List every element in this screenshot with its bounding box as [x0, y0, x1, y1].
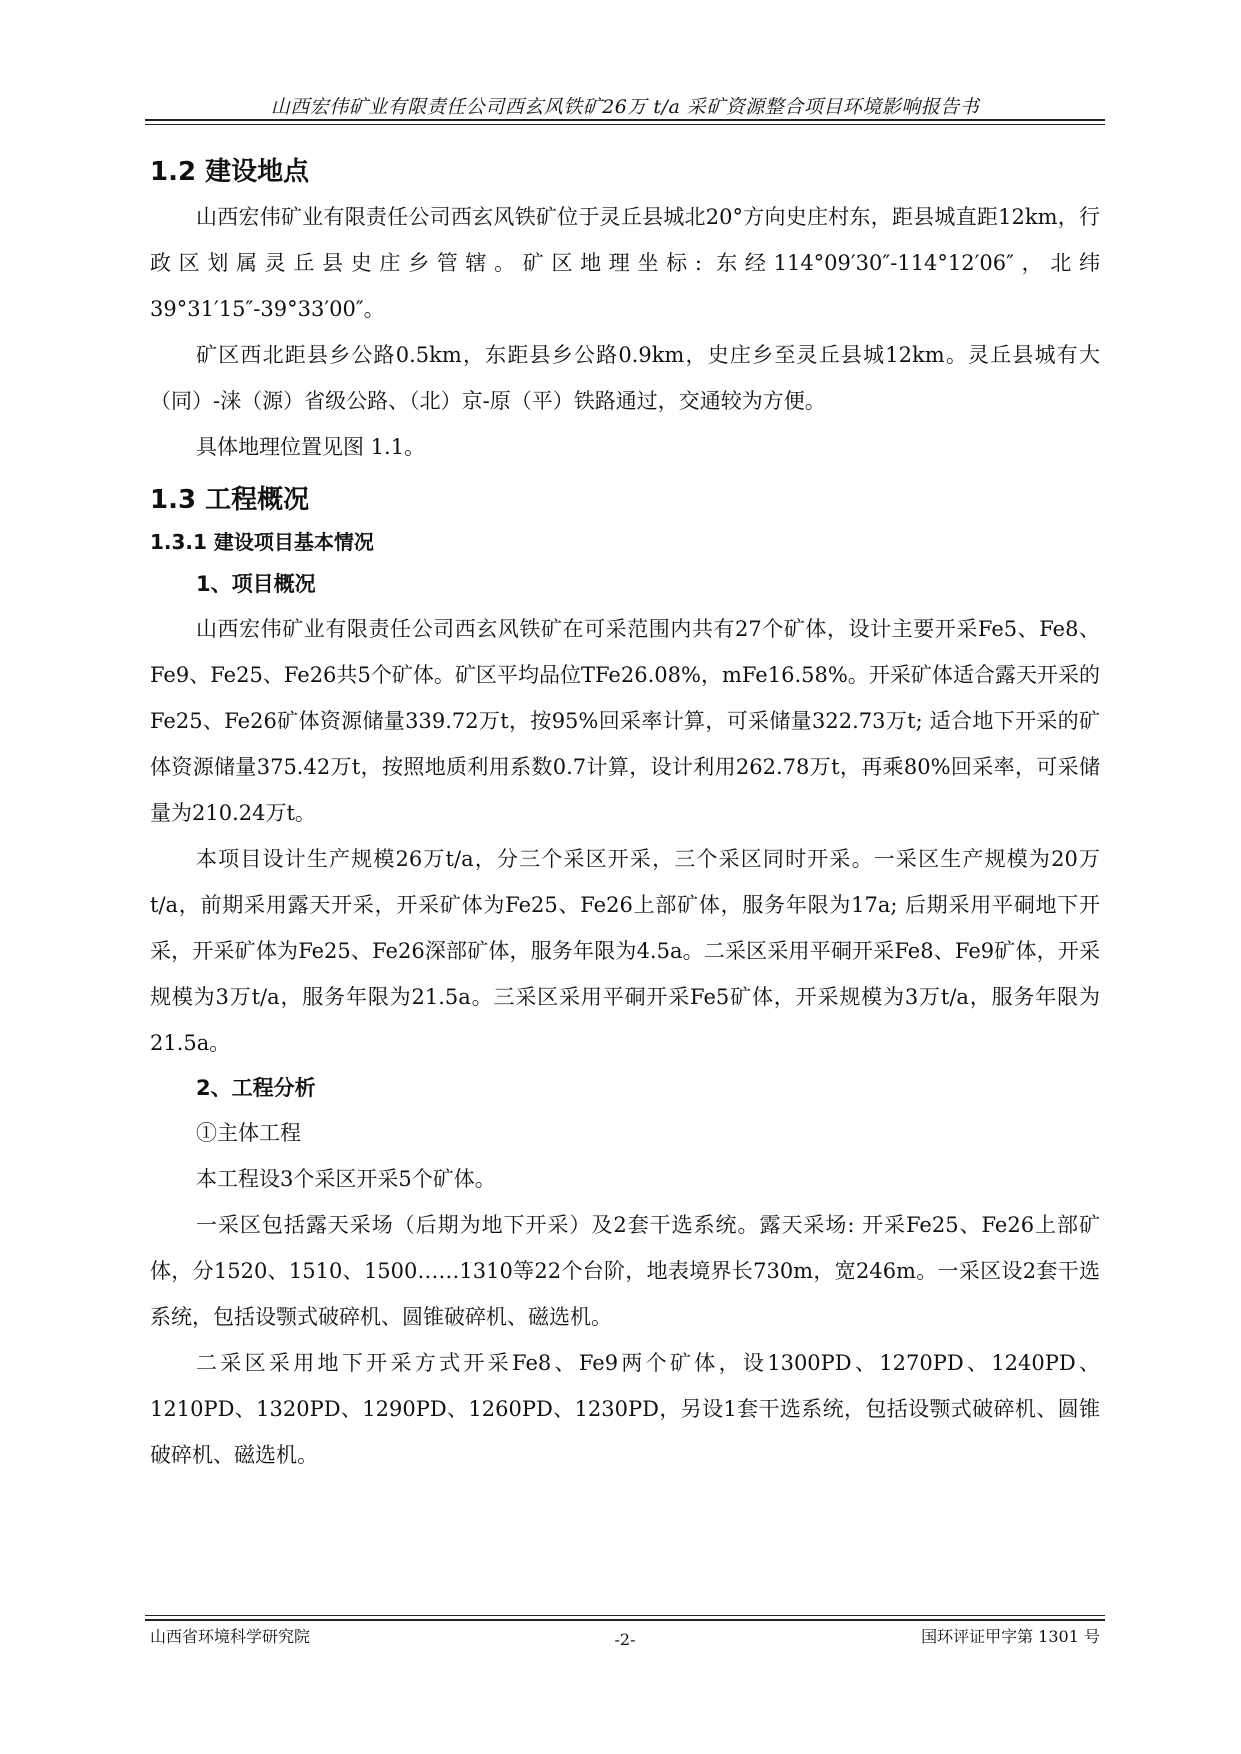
section-heading-1-3: 1.3 工程概况 — [150, 485, 310, 515]
paragraph: 山西宏伟矿业有限责任公司西玄风铁矿位于灵丘县城北20°方向史庄村东，距县城直距12km，行政区划属灵丘县史庄乡管辖。矿区地理坐标: 东经114°09′30″-114°12′06″，北纬39°31′15″-39°33′00″。 — [150, 205, 1100, 321]
sub-item-main-works: ①主体工程 — [196, 1121, 301, 1145]
page-header-title: 山西宏伟矿业有限责任公司西玄风铁矿26万 t/a 采矿资源整合项目环境影响报告书 — [270, 96, 980, 118]
item-heading-engineering-analysis: 2、工程分析 — [196, 1076, 316, 1100]
subsection-heading-1-3-1: 1.3.1 建设项目基本情况 — [150, 530, 374, 554]
footer-organization: 山西省环境科学研究院 — [150, 1627, 311, 1646]
item-heading-project-overview: 1、项目概况 — [196, 572, 316, 596]
paragraph: 一采区包括露天采场（后期为地下开采）及2套干选系统。露天采场: 开采Fe25、Fe26上部矿体，分1520、1510、1500……1310等22个台阶，地表境界长730m，宽246m。一采区设2套干选系统，包括设颚式破碎机、圆锥破碎机、磁选机。 — [150, 1213, 1100, 1329]
paragraph: 山西宏伟矿业有限责任公司西玄风铁矿在可采范围内共有27个矿体，设计主要开采Fe5、Fe8、Fe9、Fe25、Fe26共5个矿体。矿区平均品位TFe26.08%，mFe16.58%。开采矿体适合露天开采的Fe25、Fe26矿体资源储量339.72万t，按95%回采率计算，可采储量322.73万t; 适合地下开采的矿体资源储量375.42万t，按照地质利用系数0.7计算，设计利用262.78万t，再乘80%回采率，可采储量为210.24万t。 — [150, 617, 1100, 825]
footer-rule-thin — [145, 1615, 1105, 1616]
paragraph: 本项目设计生产规模26万t/a，分三个采区开采，三个采区同时开采。一采区生产规模为20万t/a，前期采用露天开采，开采矿体为Fe25、Fe26上部矿体，服务年限为17a; 后期采用平硐地下开采，开采矿体为Fe25、Fe26深部矿体，服务年限为4.5a。二采区采用平硐开采Fe8、Fe9矿体，开采规模为3万t/a，服务年限为21.5a。三采区采用平硐开采Fe5矿体，开采规模为3万t/a，服务年限为21.5a。 — [150, 847, 1100, 1055]
document-body — [150, 150, 1100, 1478]
paragraph: 本工程设3个采区开采5个矿体。 — [196, 1167, 496, 1191]
header-rule — [145, 119, 1105, 121]
paragraph: 具体地理位置见图 1.1。 — [196, 435, 426, 459]
paragraph: 矿区西北距县乡公路0.5km，东距县乡公路0.9km，史庄乡至灵丘县城12km。灵丘县城有大（同）-涞（源）省级公路、（北）京-原（平）铁路通过，交通较为方便。 — [150, 343, 1100, 413]
footer-rule — [145, 1619, 1105, 1621]
footer-certificate: 国环评证甲字第 1301 号 — [921, 1627, 1100, 1646]
page-number: -2- — [614, 1630, 636, 1649]
paragraph: 二采区采用地下开采方式开采Fe8、Fe9两个矿体，设1300PD、1270PD、1240PD、1210PD、1320PD、1290PD、1260PD、1230PD，另设1套干选系统，包括设颚式破碎机、圆锥破碎机、磁选机。 — [150, 1351, 1100, 1467]
header-rule-thin — [145, 124, 1105, 125]
section-heading-1-2: 1.2 建设地点 — [150, 157, 310, 187]
